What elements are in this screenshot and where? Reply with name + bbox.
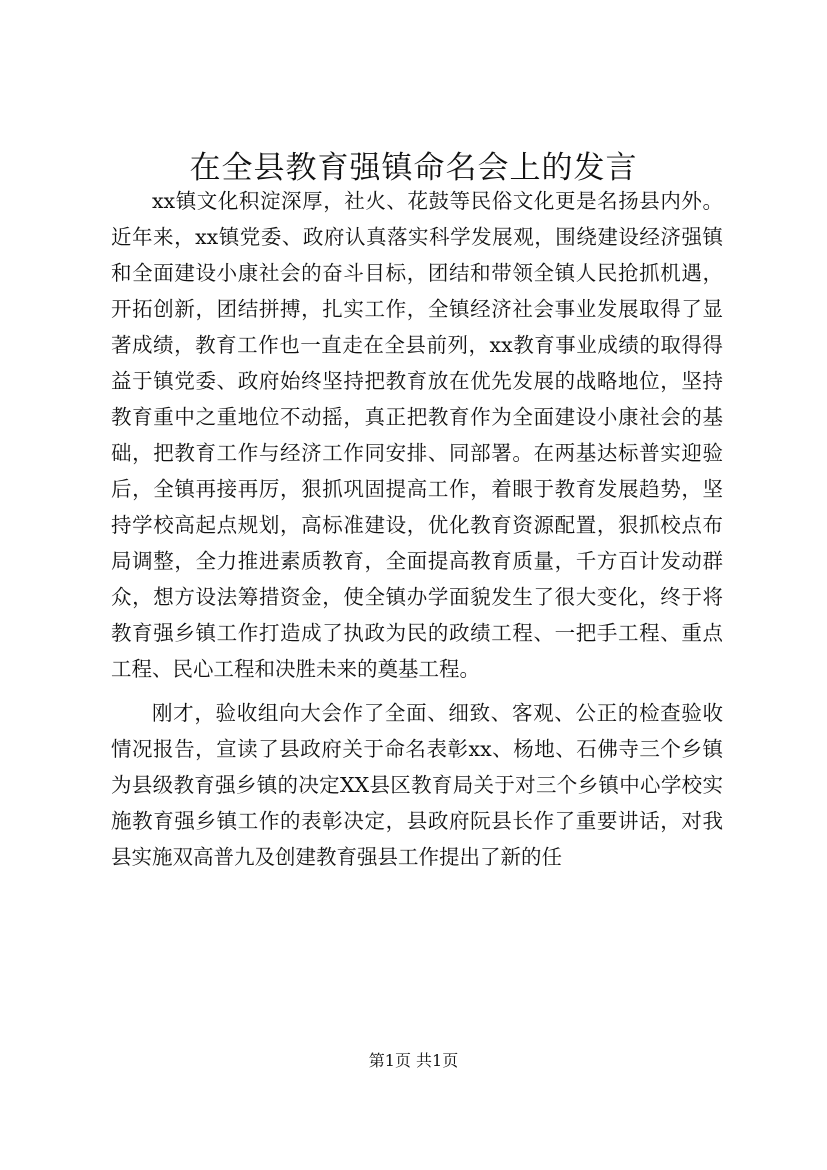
body-paragraph-2: 刚才，验收组向大会作了全面、细致、客观、公正的检查验收情况报告，宣读了县政府关于命名表彰xx、杨地、石佛寺三个乡镇为县级教育强乡镇的决定XX县区教育局关于对三个乡镇中心学校实施教育强乡镇工作的表彰决定，县政府阮县长作了重要讲话，对我县实施双高普九及创建教育强县工作提出了新的任 — [111, 701, 723, 869]
body-paragraph-1: xx镇文化积淀深厚，社火、花鼓等民俗文化更是名扬县内外。近年来，xx镇党委、政府认真落实科学发展观，围绕建设经济强镇和全面建设小康社会的奋斗目标，团结和带领全镇人民抢抓机遇，开拓创新，团结拼搏，扎实工作，全镇经济社会事业发展取得了显著成绩，教育工作也一直走在全县前列，xx教育事业成绩的取得得益于镇党委、政府始终坚持把教育放在优先发展的战略地位，坚持教育重中之重地位不动摇，真正把教育作为全面建设小康社会的基础，把教育工作与经济工作同安排、同部署。在两基达标普实迎验后，全镇再接再厉，狠抓巩固提高工作，着眼于教育发展趋势，坚持学校高起点规划，高标准建设，优化教育资源配置，狠抓校点布局调整，全力推进素质教育，全面提高教育质量，千方百计发动群众，想方设法筹措资金，使全镇办学面貌发生了很大变化，终于将教育强乡镇工作打造成了执政为民的政绩工程、一把手工程、重点工程、民心工程和决胜未来的奠基工程。 — [111, 189, 723, 681]
document-title: 在全县教育强镇命名会上的发言 — [189, 150, 638, 186]
document-body — [111, 183, 723, 875]
page-number-footer: 第1页 共1页 — [368, 1051, 459, 1070]
